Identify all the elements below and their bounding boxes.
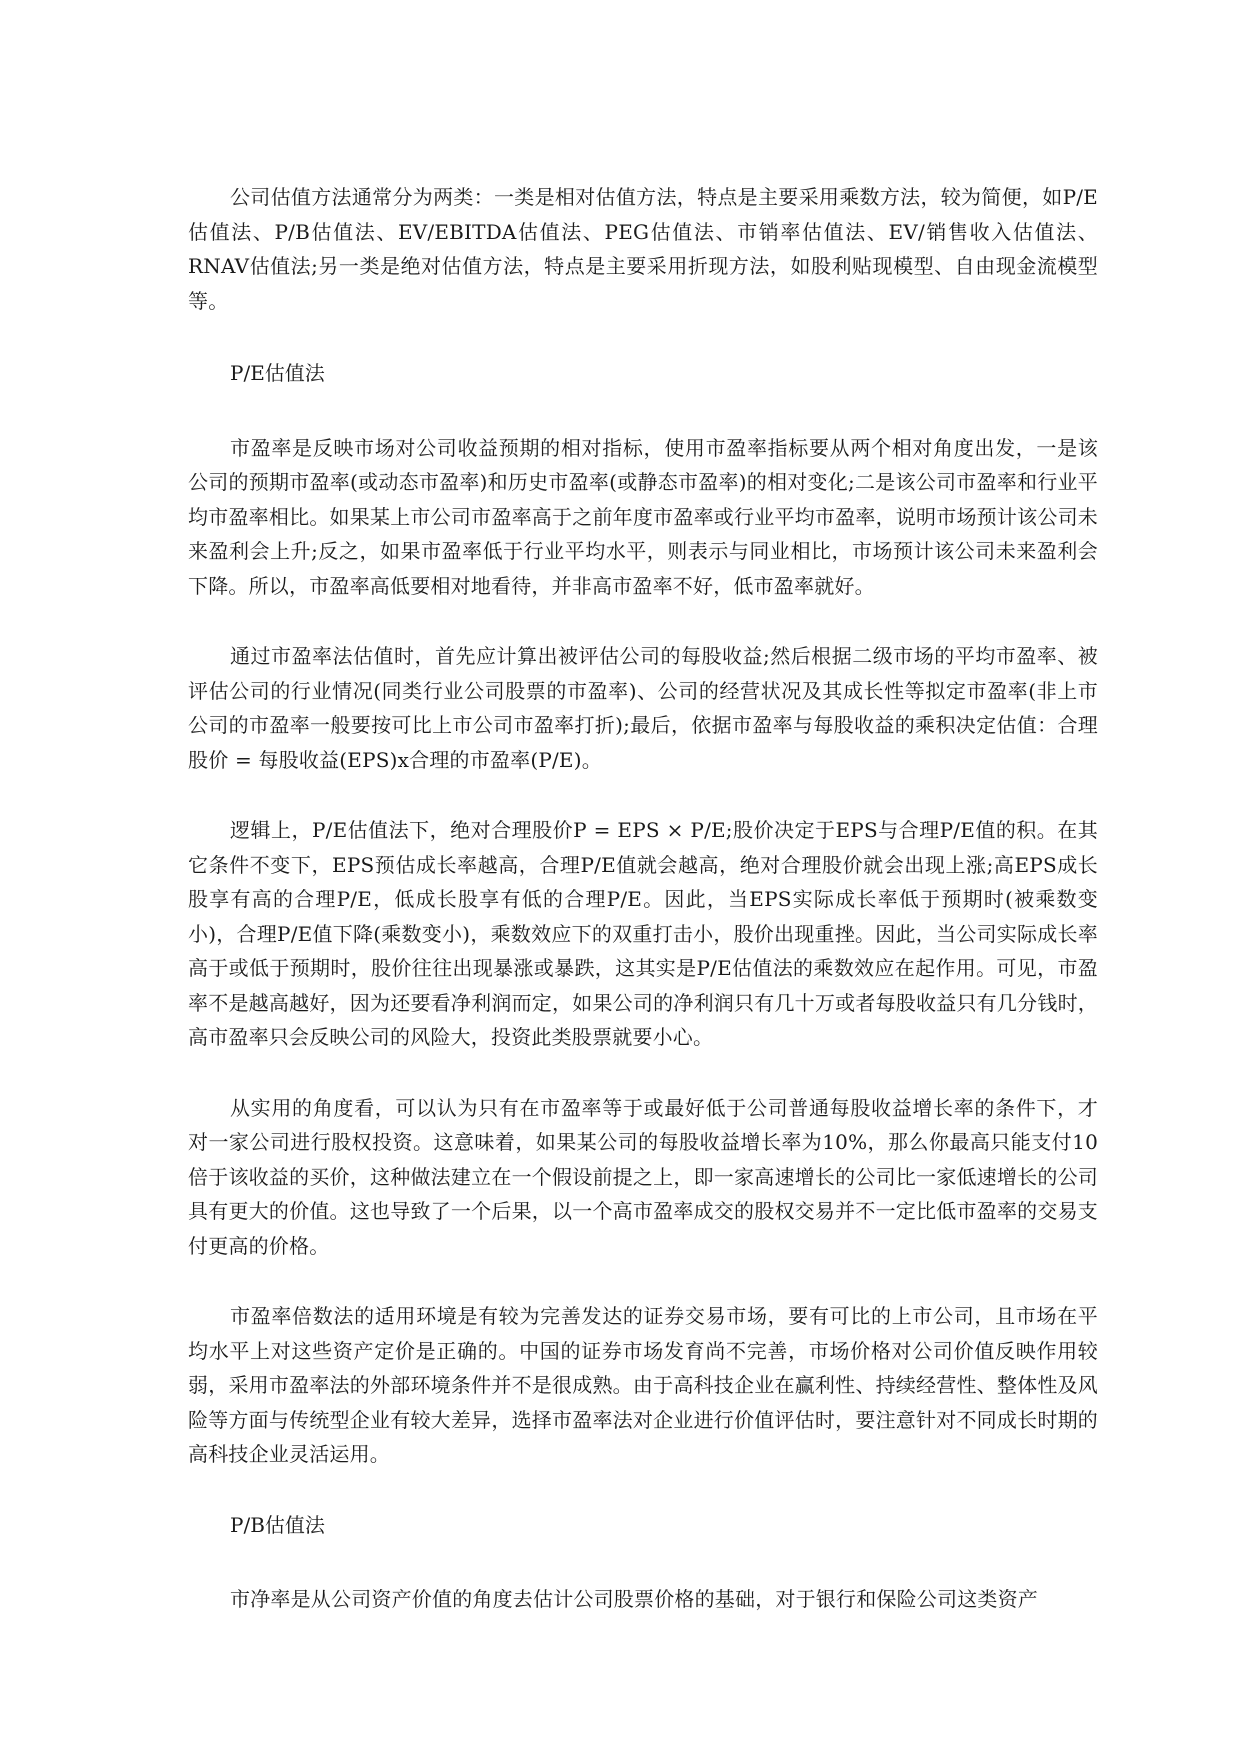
document-page bbox=[188, 180, 1098, 1617]
pe-paragraph-1: 市盈率是反映市场对公司收益预期的相对指标，使用市盈率指标要从两个相对角度出发，一是该公司的预期市盈率(或动态市盈率)和历史市盈率(或静态市盈率)的相对变化;二是该公司市盈率和行业平均市盈率相比。如果某上市公司市盈率高于之前年度市盈率或行业平均市盈率，说明市场预计该公司未来盈利会上升;反之，如果市盈率低于行业平均水平，则表示与同业相比，市场预计该公司未来盈利会下降。所以，市盈率高低要相对地看待，并非高市盈率不好，低市盈率就好。 bbox=[188, 435, 1098, 598]
section-heading-pe: P/E估值法 bbox=[230, 361, 325, 385]
intro-paragraph: 公司估值方法通常分为两类：一类是相对估值方法，特点是主要采用乘数方法，较为简便，如P/E估值法、P/B估值法、EV/EBITDA估值法、PEG估值法、市销率估值法、EV/销售收入估值法、RNAV估值法;另一类是绝对估值方法，特点是主要采用折现方法，如股利贴现模型、自由现金流模型等。 bbox=[188, 185, 1098, 313]
pb-paragraph-1: 市净率是从公司资产价值的角度去估计公司股票价格的基础，对于银行和保险公司这类资产 bbox=[230, 1587, 1038, 1611]
pe-paragraph-3: 逻辑上，P/E估值法下，绝对合理股价P = EPS × P/E;股价决定于EPS与合理P/E值的积。在其它条件不变下，EPS预估成长率越高，合理P/E值就会越高，绝对合理股价就会出现上涨;高EPS成长股享有高的合理P/E，低成长股享有低的合理P/E。因此，当EPS实际成长率低于预期时(被乘数变小)，合理P/E值下降(乘数变小)，乘数效应下的双重打击小，股价出现重挫。因此，当公司实际成长率高于或低于预期时，股价往往出现暴涨或暴跌，这其实是P/E估值法的乘数效应在起作用。可见，市盈率不是越高越好，因为还要看净利润而定，如果公司的净利润只有几十万或者每股收益只有几分钱时，高市盈率只会反映公司的风险大，投资此类股票就要小心。 bbox=[188, 818, 1098, 1049]
pe-paragraph-5: 市盈率倍数法的适用环境是有较为完善发达的证券交易市场，要有可比的上市公司，且市场在平均水平上对这些资产定价是正确的。中国的证券市场发育尚不完善，市场价格对公司价值反映作用较弱，采用市盈率法的外部环境条件并不是很成熟。由于高科技企业在赢利性、持续经营性、整体性及风险等方面与传统型企业有较大差异，选择市盈率法对企业进行价值评估时，要注意针对不同成长时期的高科技企业灵活运用。 bbox=[188, 1304, 1098, 1466]
section-heading-pb: P/B估值法 bbox=[230, 1512, 325, 1537]
pe-paragraph-2: 通过市盈率法估值时，首先应计算出被评估公司的每股收益;然后根据二级市场的平均市盈率、被评估公司的行业情况(同类行业公司股票的市盈率)、公司的经营状况及其成长性等拟定市盈率(非上市公司的市盈率一般要按可比上市公司市盈率打折);最后，依据市盈率与每股收益的乘积决定估值：合理股价 = 每股收益(EPS)x合理的市盈率(P/E)。 bbox=[188, 644, 1098, 772]
pe-paragraph-4: 从实用的角度看，可以认为只有在市盈率等于或最好低于公司普通每股收益增长率的条件下，才对一家公司进行股权投资。这意味着，如果某公司的每股收益增长率为10%，那么你最高只能支付10倍于该收益的买价，这种做法建立在一个假设前提之上，即一家高速增长的公司比一家低速增长的公司具有更大的价值。这也导致了一个后果，以一个高市盈率成交的股权交易并不一定比低市盈率的交易支付更高的价格。 bbox=[188, 1095, 1098, 1258]
